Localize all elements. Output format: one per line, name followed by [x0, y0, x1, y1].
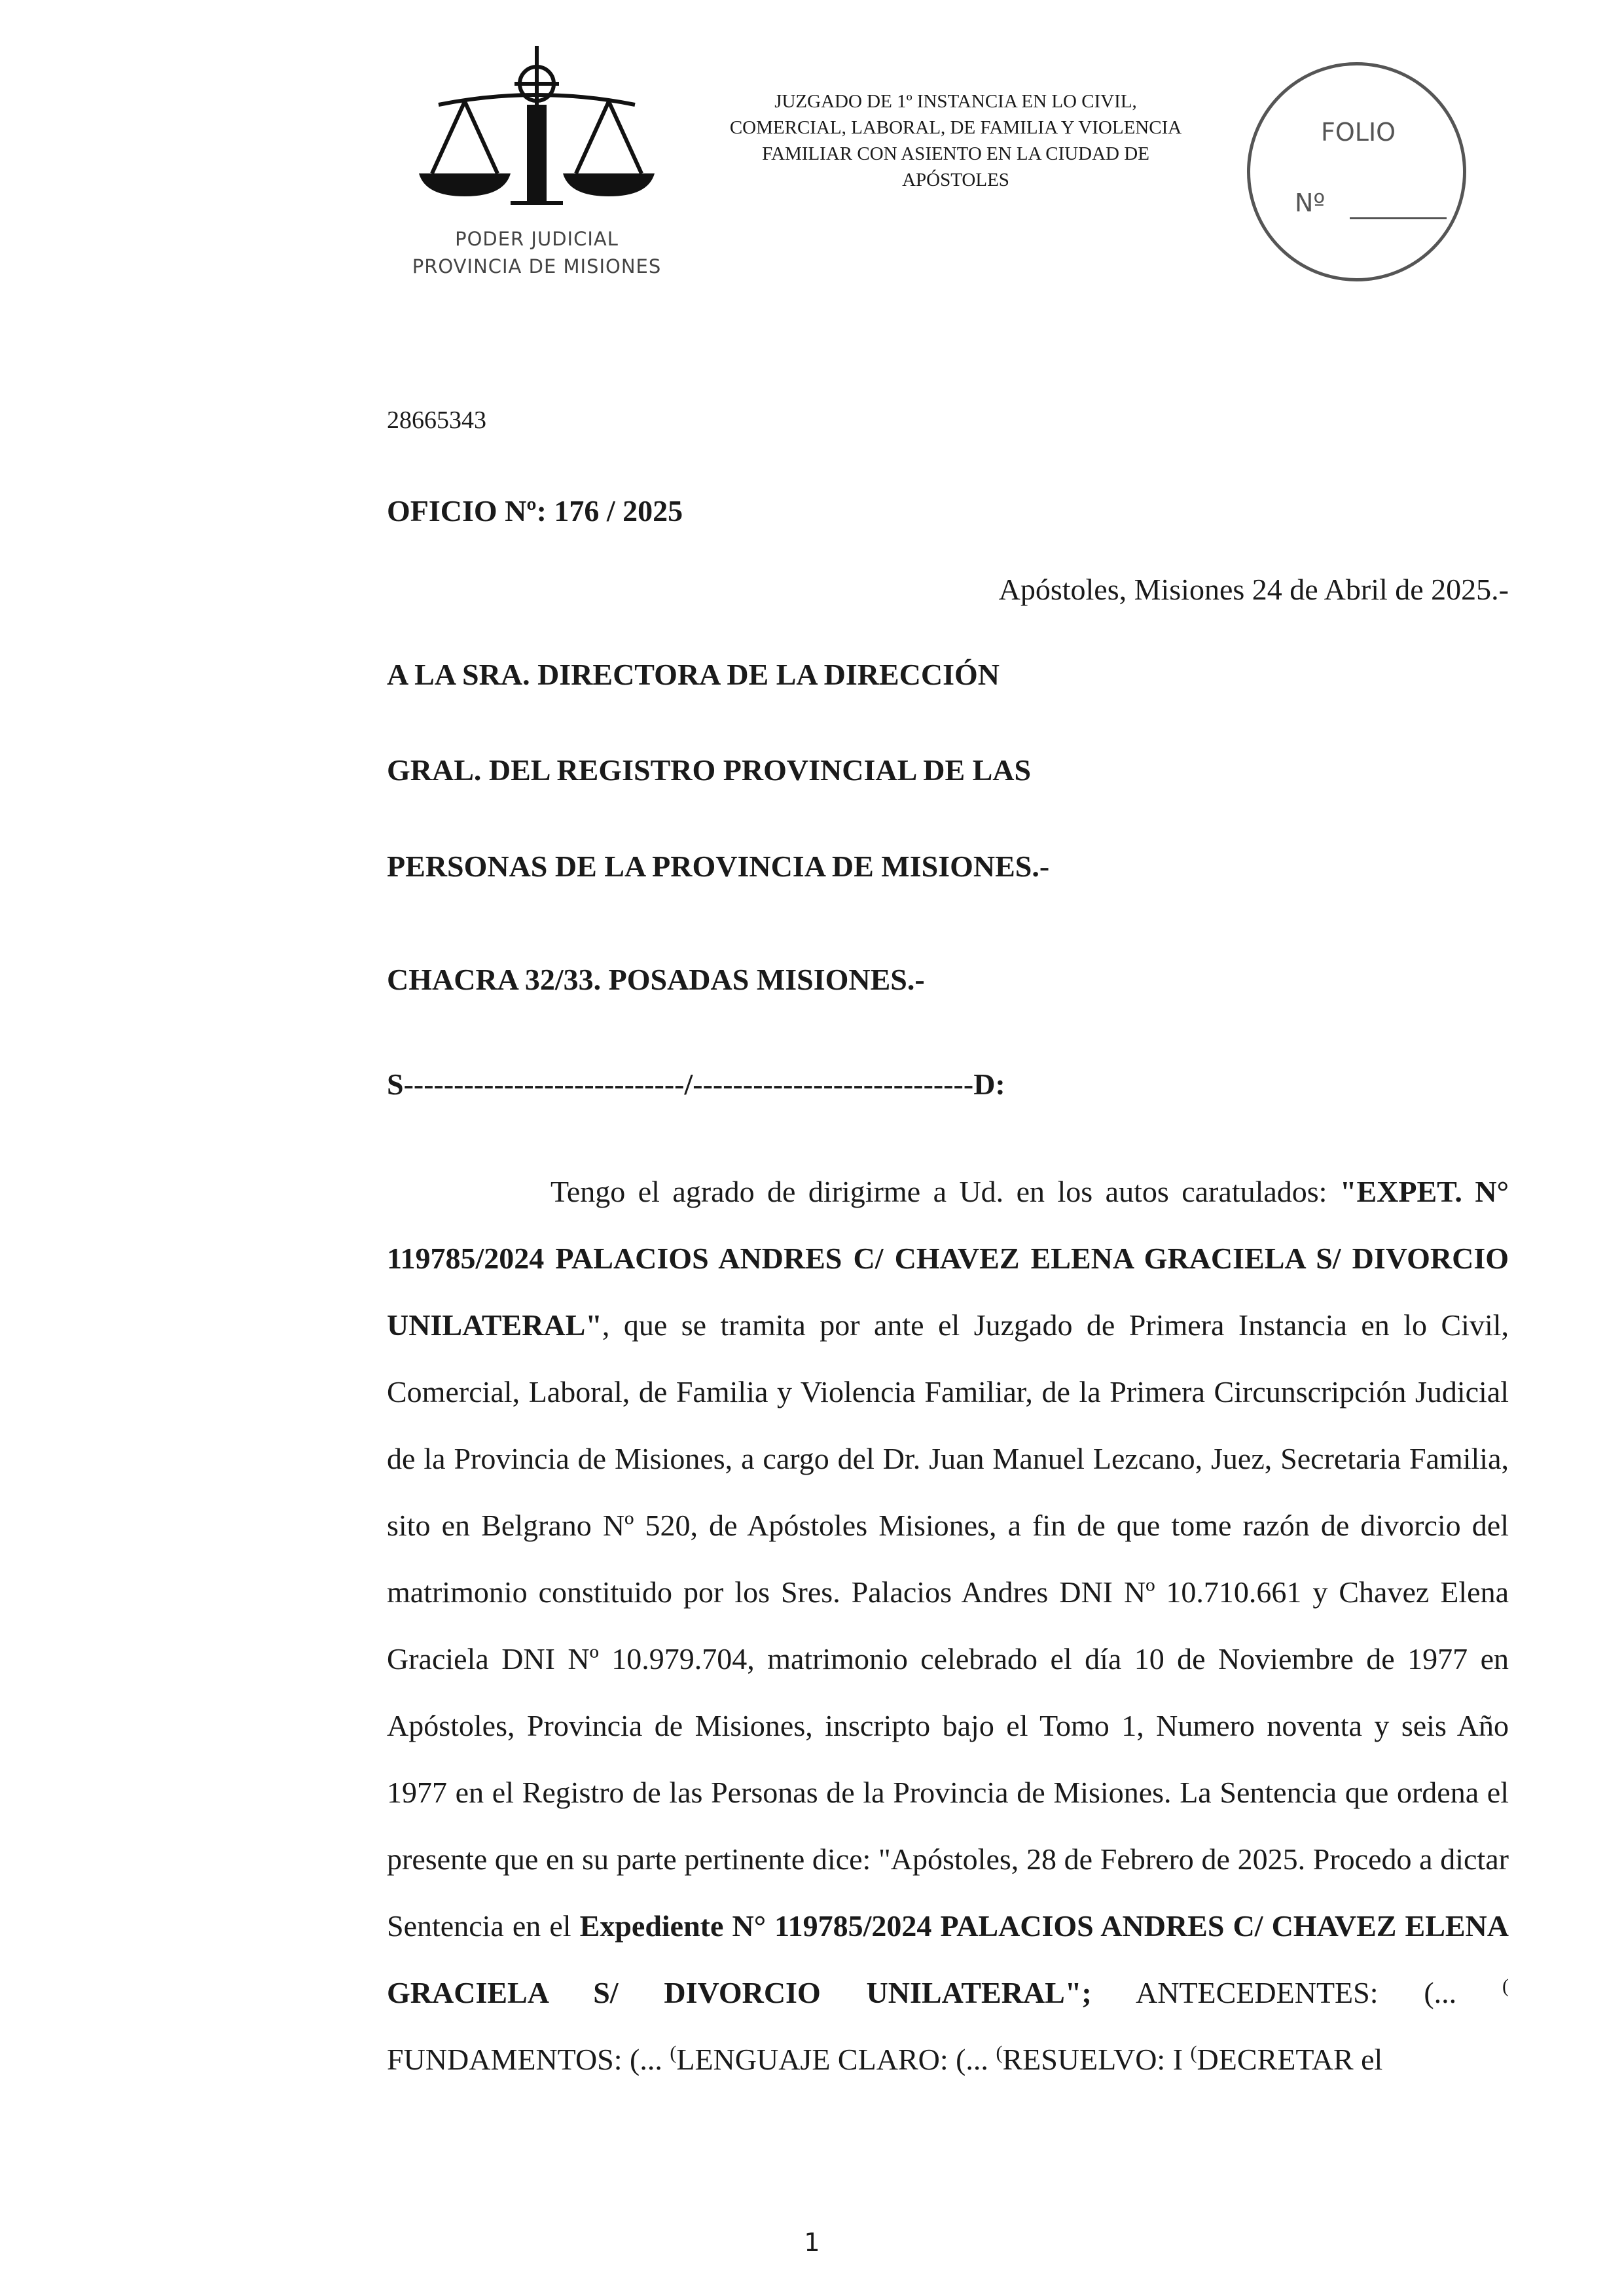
body-text: ANTECEDENTES: (... — [1091, 1976, 1457, 2009]
page-number: 1 — [804, 2228, 820, 2257]
document-id: 28665343 — [387, 406, 486, 434]
body-text: DECRETAR el — [1197, 2043, 1383, 2076]
folio-label: FOLIO — [1321, 118, 1396, 147]
body-paragraph — [387, 1158, 1509, 2093]
body-text: RESUELVO: I — [1002, 2043, 1183, 2076]
addressee-line: GRAL. DEL REGISTRO PROVINCIAL DE LAS — [387, 753, 1032, 787]
addressee-line: PERSONAS DE LA PROVINCIA DE MISIONES.- — [387, 850, 1050, 883]
court-name-line: COMERCIAL, LABORAL, DE FAMILIA Y VIOLENCIA — [729, 117, 1182, 138]
case-reference: Expediente N° 119785/2024 PALACIOS ANDRES C/ CHAVEZ ELENA GRACIELA S/ DIVORCIO UNILATERAL"; — [387, 1909, 1509, 2009]
scales-of-justice-icon — [393, 39, 681, 223]
body-text: , que se tramita por ante el Juzgado de Primera Instancia en lo Civil, Comercial, Laboral, de Familia y Violencia Familiar, de la Primera Circunscripción Judicial de la Provincia de Misiones, a cargo del Dr. Juan Manuel Lezcano, Juez, Secretaria Familia, sito en Belgrano Nº 520, de Apóstoles Misiones, a fin de que tome razón de divorcio del matrimonio constituido por los Sres. Palacios Andres DNI Nº 10.710.661 y Chavez Elena Graciela DNI Nº 10.979.704, matrimonio celebrado el día 10 de Noviembre de 1977 en Apóstoles, Provincia de Misiones, inscripto bajo el Tomo 1, Numero noventa y seis Año 1977 en el Registro de las Personas de la Provincia de Misiones. La Sentencia que ordena el presente que en su parte pertinente dice: "Apóstoles, 28 de Febrero de 2025. Procedo a dictar Sentencia en el — [387, 1308, 1509, 1943]
addressee-line: A LA SRA. DIRECTORA DE LA DIRECCIÓN — [387, 658, 1000, 691]
folio-number-label: Nº — [1295, 188, 1326, 217]
folio-stamp — [1247, 62, 1466, 281]
folio-number-blank — [1350, 217, 1447, 219]
footnote-mark: ( — [1190, 2042, 1197, 2064]
body-text: Tengo el agrado de dirigirme a Ud. en los autos caratulados: — [550, 1175, 1340, 1208]
body-text: FUNDAMENTOS: (... — [387, 2043, 662, 2076]
footnote-mark: ( — [1502, 1975, 1509, 1997]
court-name-line: JUZGADO DE 1º INSTANCIA EN LO CIVIL, — [774, 91, 1137, 112]
court-name-line: FAMILIAR CON ASIENTO EN LA CIUDAD DE — [762, 143, 1149, 164]
case-title: "EXPET. N° 119785/2024 PALACIOS ANDRES C/ CHAVEZ ELENA GRACIELA S/ DIVORCIO UNILATERAL" — [387, 1175, 1509, 1342]
footnote-mark: ( — [996, 2042, 1003, 2064]
oficio-number: OFICIO Nº: 176 / 2025 — [387, 494, 683, 528]
poder-judicial-logo — [393, 39, 681, 295]
date-line: Apóstoles, Misiones 24 de Abril de 2025.- — [998, 573, 1509, 606]
court-name-line: APÓSTOLES — [902, 170, 1009, 190]
court-name — [687, 88, 1224, 193]
footnote-mark: ( — [670, 2042, 677, 2064]
logo-text-provincia: PROVINCIA DE MISIONES — [412, 255, 662, 278]
body-text: LENGUAJE CLARO: (... — [676, 2043, 988, 2076]
addressee-line: CHACRA 32/33. POSADAS MISIONES.- — [387, 963, 925, 996]
logo-text-poder-judicial: PODER JUDICIAL — [455, 228, 619, 250]
salutation-line: S----------------------------/----------------------------D: — [387, 1067, 1005, 1101]
